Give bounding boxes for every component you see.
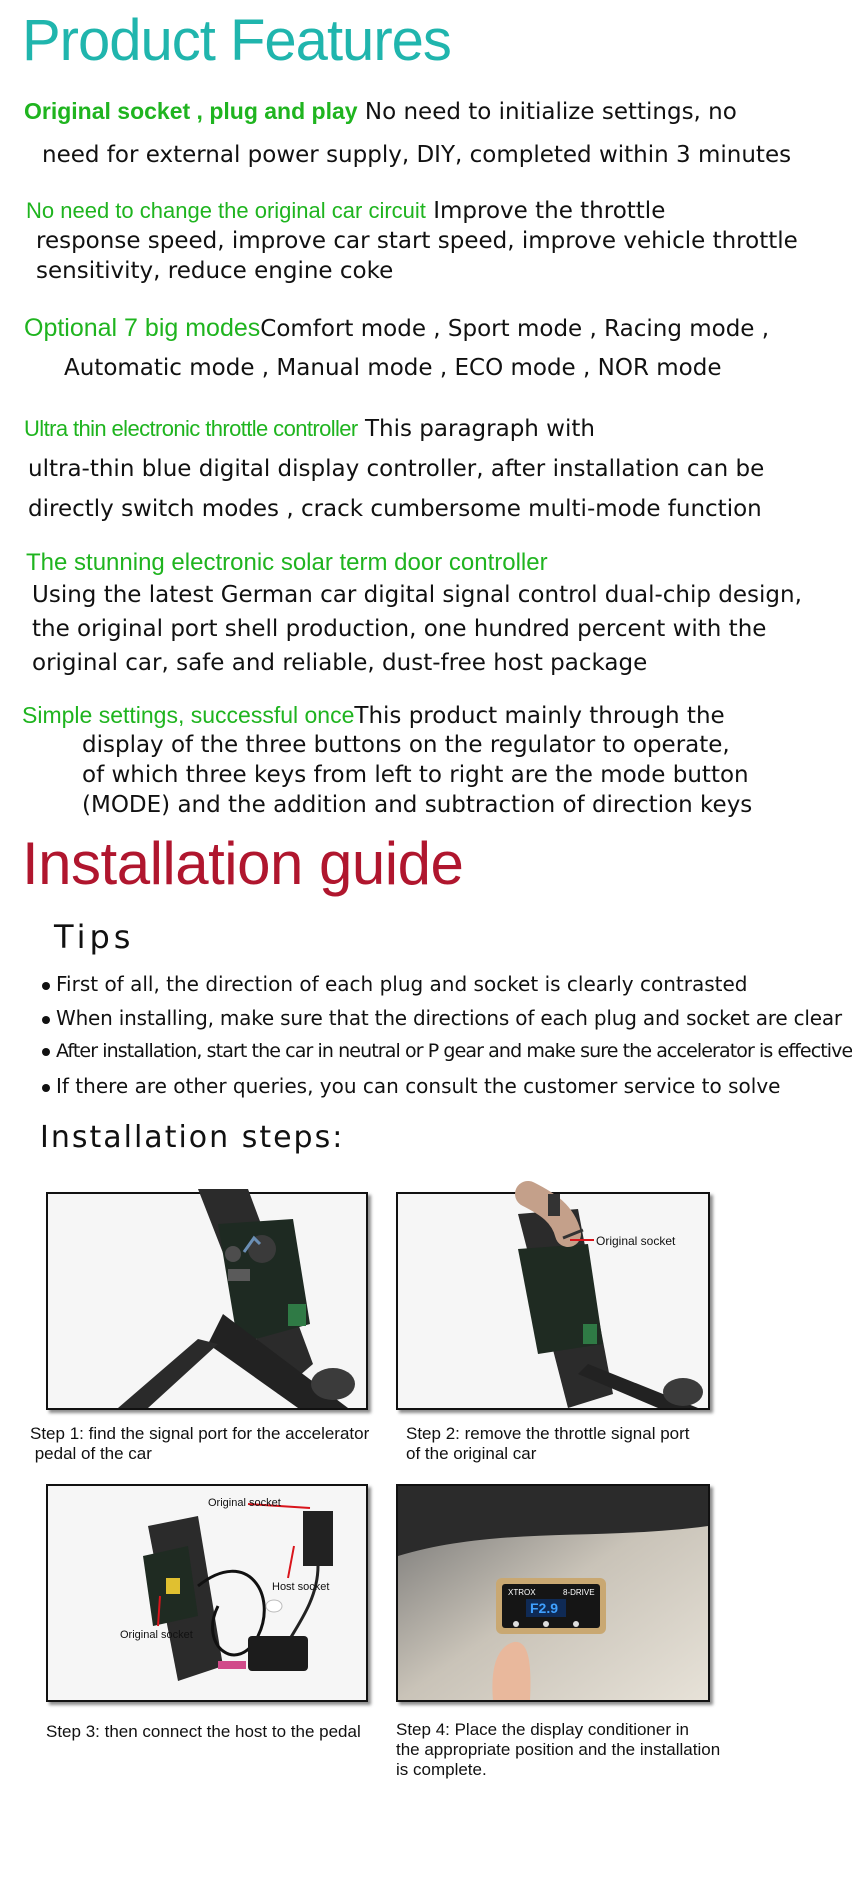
- step-4-caption: [396, 1720, 736, 1780]
- tip-1-text: First of all, the direction of each plug and socket is clearly contrasted: [56, 972, 748, 996]
- tip-2: [42, 1006, 842, 1030]
- tip-3: [42, 1040, 852, 1062]
- accelerator-pedal-image: [48, 1194, 366, 1408]
- tips-heading: Tips: [54, 918, 135, 956]
- step-4-caption-line-2: the appropriate position and the installation: [396, 1740, 721, 1760]
- step-4-photo: [396, 1484, 710, 1702]
- step-3-label-host-socket: Host socket: [272, 1581, 330, 1593]
- feature-3-text: Comfort mode , Sport mode , Racing mode ,: [260, 316, 770, 342]
- tip-1: [42, 972, 747, 996]
- feature-5-lead-text: The stunning electronic solar term door controller: [26, 549, 548, 576]
- tip-4: [42, 1074, 780, 1098]
- step-3-caption-line-1: Step 3: then connect the host to the pedal: [46, 1722, 361, 1741]
- feature-1-text: No need to initialize settings, no: [364, 99, 737, 125]
- feature-2-lead: No need to change the original car circuit: [26, 198, 426, 223]
- step-4-caption-line-1: Step 4: Place the display conditioner in: [396, 1720, 689, 1739]
- feature-3-lead: Optional 7 big modes: [24, 314, 261, 342]
- feature-6-lead: Simple settings, successful once: [22, 702, 355, 728]
- feature-2-line-3: sensitivity, reduce engine coke: [36, 258, 394, 284]
- feature-6-text: This product mainly through the: [354, 703, 725, 729]
- installation-steps-heading: Installation steps:: [40, 1120, 345, 1155]
- feature-1-line-1: [24, 96, 737, 128]
- socket-removal-image: [398, 1194, 708, 1408]
- step-3-photo: [46, 1484, 368, 1702]
- feature-5-lead: [26, 546, 548, 579]
- feature-5-line-2: the original port shell production, one hundred percent with the: [32, 616, 767, 642]
- feature-6-line-3: of which three keys from left to right are the mode button: [82, 762, 749, 788]
- feature-1-lead: Original socket , plug and play: [24, 98, 358, 124]
- feature-5-line-1: Using the latest German car digital signal control dual-chip design,: [32, 582, 802, 608]
- feature-4-text: This paragraph with: [364, 416, 595, 442]
- feature-4-line-3: directly switch modes , crack cumbersome multi-mode function: [28, 496, 762, 522]
- bullet-icon: [42, 1048, 50, 1056]
- device-brand: XTROX: [508, 1588, 536, 1597]
- step-2-caption: [406, 1424, 726, 1464]
- step-2-caption-line-2: of the original car: [406, 1444, 537, 1464]
- step-1-caption-line-1: Step 1: find the signal port for the accelerator: [30, 1424, 370, 1443]
- feature-4-lead: Ultra thin electronic throttle controller: [24, 416, 358, 441]
- bullet-icon: [42, 1084, 50, 1092]
- feature-5-line-3: original car, safe and reliable, dust-free host package: [32, 650, 648, 676]
- step-1-photo: [46, 1192, 368, 1410]
- feature-6-line-1: [22, 700, 725, 732]
- tip-4-text: If there are other queries, you can consult the customer service to solve: [56, 1074, 781, 1098]
- bullet-icon: [42, 982, 50, 990]
- step-1-caption: [30, 1424, 390, 1464]
- step-2-label-original-socket: Original socket: [596, 1234, 676, 1248]
- bullet-icon: [42, 1016, 50, 1024]
- feature-2-line-1: [26, 196, 665, 227]
- step-4-caption-line-3: is complete.: [396, 1760, 487, 1780]
- feature-3-line-1: [24, 312, 769, 346]
- step-1-caption-line-2: pedal of the car: [30, 1444, 152, 1464]
- feature-2-text: Improve the throttle: [433, 198, 666, 224]
- device-model: 8-DRIVE: [563, 1588, 595, 1597]
- feature-6-line-4: (MODE) and the addition and subtraction of direction keys: [82, 792, 753, 818]
- host-connection-image: [48, 1486, 366, 1700]
- step-3-label-original-socket-top: Original socket: [208, 1497, 281, 1509]
- tip-3-text: After installation, start the car in neutral or P gear and make sure the accelerator is effective: [56, 1040, 852, 1062]
- tip-2-text: When installing, make sure that the directions of each plug and socket are clear: [56, 1006, 842, 1030]
- step-3-label-original-socket-bottom: Original socket: [120, 1629, 193, 1641]
- feature-2-line-2: response speed, improve car start speed, improve vehicle throttle: [36, 228, 798, 254]
- feature-4-line-2: ultra-thin blue digital display controller, after installation can be: [28, 456, 765, 482]
- feature-1-line-2: need for external power supply, DIY, completed within 3 minutes: [42, 142, 792, 168]
- display-conditioner-image: [398, 1486, 708, 1700]
- device-display: F2.9: [530, 1600, 559, 1616]
- feature-6-line-2: display of the three buttons on the regulator to operate,: [82, 732, 730, 758]
- feature-4-line-1: [24, 414, 595, 445]
- step-2-photo: [396, 1192, 710, 1410]
- step-3-caption: [46, 1722, 386, 1742]
- feature-3-line-2: Automatic mode , Manual mode , ECO mode , NOR mode: [64, 355, 722, 381]
- product-features-title: Product Features: [22, 8, 451, 73]
- step-2-caption-line-1: Step 2: remove the throttle signal port: [406, 1424, 690, 1443]
- installation-guide-title: Installation guide: [22, 830, 464, 897]
